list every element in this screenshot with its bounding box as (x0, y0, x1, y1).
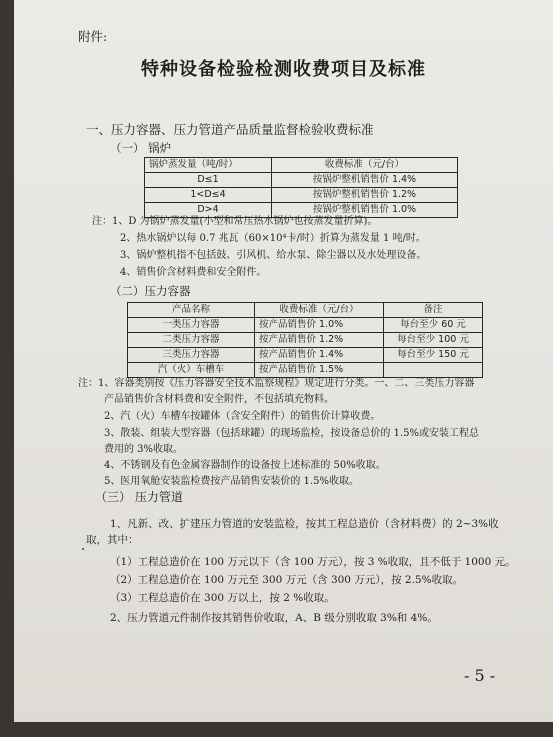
table-cell: 按产品销售价 1.0% (255, 318, 384, 333)
body-line: 取，其中： (86, 534, 139, 546)
table-cell: 按产品销售价 1.2% (255, 333, 384, 348)
table-cell: 三类压力容器 (128, 348, 255, 363)
table-cell: D≤1 (145, 173, 272, 188)
ink-dot (82, 548, 84, 550)
note-line: 产品销售价含材料费和安全附件，不包括填充物料。 (104, 394, 334, 405)
note-line: 2、热水锅炉以每 0.7 兆瓦（60×10⁴卡/时）折算为蒸发量 1 吨/时。 (120, 233, 426, 244)
note-line: 4、销售价含材料费和安全附件。 (120, 267, 267, 278)
page-number: - 5 - (464, 666, 496, 685)
table-cell: 汽（火）车槽车 (128, 363, 255, 378)
body-line: 1、凡新、改、扩建压力管道的安装监检，按其工程总造价（含材料费）的 2~3%收 (110, 518, 499, 530)
body-line: （2）工程总造价在 100 万元至 300 万元（含 300 万元），按 2.5%收取。 (110, 574, 464, 586)
table-cell: 每台至少 60 元 (384, 318, 483, 333)
note-line: 2、汽（火）车槽车按罐体（含安全附件）的销售价计算收费。 (104, 411, 381, 422)
table-row (128, 333, 483, 348)
body-line: 2、压力管道元件制作按其销售价收取，A、B 级分别收取 3%和 4%。 (110, 612, 438, 624)
note-line: 3、散装、组装大型容器（包括球罐）的现场监检，按设备总价的 1.5%或安装工程总 (104, 428, 479, 439)
page-title: 特种设备检验检测收费项目及标准 (141, 59, 426, 80)
note-line: 费用的 3%收取。 (104, 444, 184, 455)
table-cell: 按锅炉整机销售价 1.2% (272, 188, 458, 203)
table-cell: 每台至少 100 元 (384, 333, 483, 348)
note-line: 3、锅炉整机指不包括鼓、引风机、给水泵、除尘器以及水处理设备。 (120, 250, 427, 261)
note-line: 5、医用氧舱安装监检费按产品销售安装价的 1.5%收取。 (104, 476, 359, 487)
table-row (128, 348, 483, 363)
table-header-cell: 锅炉蒸发量（吨/时） (145, 158, 272, 173)
table-cell: 按产品销售价 1.4% (255, 348, 384, 363)
body-line: （1）工程总造价在 100 万元以下（含 100 万元），按 3 %收取，且不低于 1000 元。 (110, 556, 516, 568)
table-cell (384, 363, 483, 378)
table-row (145, 188, 458, 203)
table-header-cell: 产品名称 (128, 303, 255, 318)
section-heading: 一、压力容器、压力管道产品质量监督检验收费标准 (86, 122, 374, 137)
body-line: （3）工程总造价在 300 万以上，按 2 %收取。 (110, 592, 335, 604)
table-row (145, 173, 458, 188)
table-header-cell: 收费标准（元/台） (272, 158, 458, 173)
table-cell: 按锅炉整机销售价 1.4% (272, 173, 458, 188)
boiler-fee-table (144, 157, 458, 218)
boiler-heading: （一） 锅炉 (110, 141, 172, 155)
table-cell: 1<D≤4 (145, 188, 272, 203)
table-header-cell: 收费标准（元/台） (255, 303, 384, 318)
table-cell: 一类压力容器 (128, 318, 255, 333)
note-line: 注：1、容器类别按《压力容器安全技术监察规程》规定进行分类。一、二、三类压力容器 (78, 378, 475, 389)
pipeline-heading: （三） 压力管道 (95, 490, 183, 504)
attachment-label: 附件: (78, 29, 108, 44)
vessel-heading: （二）压力容器 (110, 284, 191, 298)
document-page (14, 0, 553, 722)
table-header-row (128, 303, 483, 318)
table-cell: D>4 (145, 203, 272, 218)
table-cell: 每台至少 150 元 (384, 348, 483, 363)
vessel-fee-table (127, 302, 483, 378)
note-line: 4、不锈钢及有色金属容器制作的设备按上述标准的 50%收取。 (104, 460, 386, 471)
table-row (128, 318, 483, 333)
table-cell: 按产品销售价 1.5% (255, 363, 384, 378)
table-header-cell: 备注 (384, 303, 483, 318)
table-cell: 按锅炉整机销售价 1.0% (272, 203, 458, 218)
note-line: 注：1、D 为锅炉蒸发量(小型和常压热水锅炉也按蒸发量折算)。 (92, 216, 378, 227)
table-cell: 二类压力容器 (128, 333, 255, 348)
table-row (128, 363, 483, 378)
table-header-row (145, 158, 458, 173)
